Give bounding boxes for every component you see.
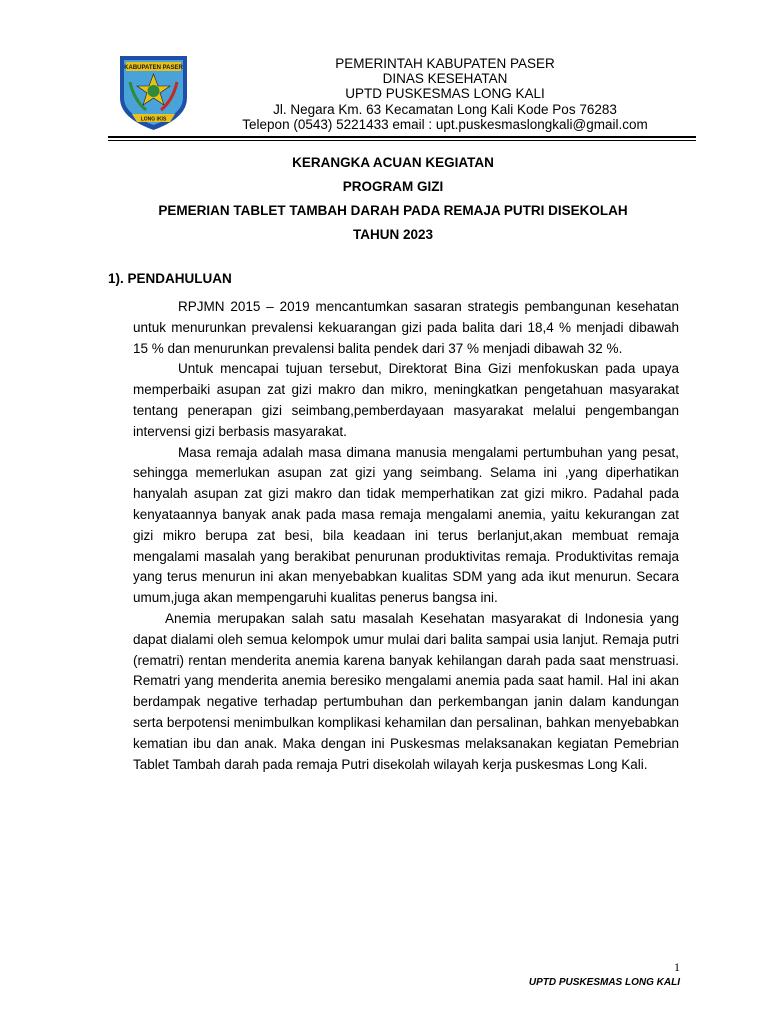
title-line-4: TAHUN 2023 — [352, 227, 434, 242]
section-heading: 1). PENDAHULUAN — [108, 271, 232, 286]
section-body — [133, 297, 679, 775]
kabupaten-paser-emblem-icon — [106, 52, 201, 132]
footer-text: UPTD PUSKESMAS LONG KALI — [528, 977, 680, 988]
title-line-3: PEMERIAN TABLET TAMBAH DARAH PADA REMAJA PUTRI DISEKOLAH — [158, 203, 628, 218]
letterhead — [205, 56, 685, 132]
title-line-1: KERANGKA ACUAN KEGIATAN — [292, 155, 494, 170]
logo-bottom-text: LONG IKIS — [140, 116, 167, 123]
letterhead-divider-thick — [108, 136, 696, 138]
letterhead-agency: DINAS KESEHATAN — [382, 71, 508, 87]
letterhead-divider-thin — [108, 140, 696, 141]
document-title-block — [100, 151, 686, 247]
title-line-2: PROGRAM GIZI — [342, 179, 444, 194]
paragraph-2: Untuk mencapai tujuan tersebut, Direktorat Bina Gizi menfokuskan pada upaya memperbaiki asupan zat gizi makro dan mikro, meningkatkan pengetahuan masyarakat tentang penerapan gizi seimbang,pemberdayaan masyarakat melalui pengembangan intervensi gizi berbasis masyarakat. — [133, 361, 679, 439]
paragraph-4: Anemia merupakan salah satu masalah Kesehatan masyarakat di Indonesia yang dapat dialami oleh semua kelompok umur mulai dari balita sampai usia lanjut. Remaja putri (rematri) rentan menderita anemia karena banyak kehilangan darah pada saat menstruasi. Rematri yang menderita anemia beresiko mengalami anemia pada saat hamil. Hal ini akan berdampak negative terhadap pertumbuhan dan perkembangan janin dalam kandungan serta berpotensi menimbulkan komplikasi kehamilan dan persalinan, bahkan menyebabkan kematian ibu dan anak. Maka dengan ini Puskesmas melaksanakan kegiatan Pemebrian Tablet Tambah darah pada remaja Putri disekolah wilayah kerja puskesmas Long Kali. — [133, 610, 679, 772]
letterhead-address: Jl. Negara Km. 63 Kecamatan Long Kali Kode Pos 76283 — [273, 101, 617, 117]
letterhead-contact: Telepon (0543) 5221433 email : upt.puskesmaslongkali@gmail.com — [242, 116, 648, 132]
page-number: 1 — [674, 960, 680, 974]
logo-top-text: KABUPATEN PASER — [124, 65, 183, 71]
letterhead-government: PEMERINTAH KABUPATEN PASER — [335, 56, 555, 71]
paragraph-3: Masa remaja adalah masa dimana manusia mengalami pertumbuhan yang pesat, sehingga memerlukan asupan zat gizi yang seimbang. Selama ini ,yang diperhatikan hanyalah asupan zat gizi makro dan tidak memperhatikan zat gizi mikro. Padahal pada kenyataannya banyak anak pada masa remaja mengalami anemia, yaitu kekurangan zat gizi mikro berupa zat besi, bila keadaan ini terus berlanjut,akan membuat remaja mengalami masalah yang berakibat penurunan produktivitas remaja. Produktivitas remaja yang terus menurun ini akan menyebabkan kualitas SDM yang ada ikut menurun. Secara umum,juga akan mempengaruhi kualitas penerus bangsa ini. — [133, 444, 679, 606]
letterhead-unit: UPTD PUSKESMAS LONG KALI — [345, 86, 545, 102]
paragraph-1: RPJMN 2015 – 2019 mencantumkan sasaran strategis pembangunan kesehatan untuk menurunkan prevalensi kekuarangan gizi pada balita dari 18,4 % menjadi dibawah 15 % dan menurunkan prevalensi balita pendek dari 37 % menjadi dibawah 32 %. — [133, 299, 679, 356]
